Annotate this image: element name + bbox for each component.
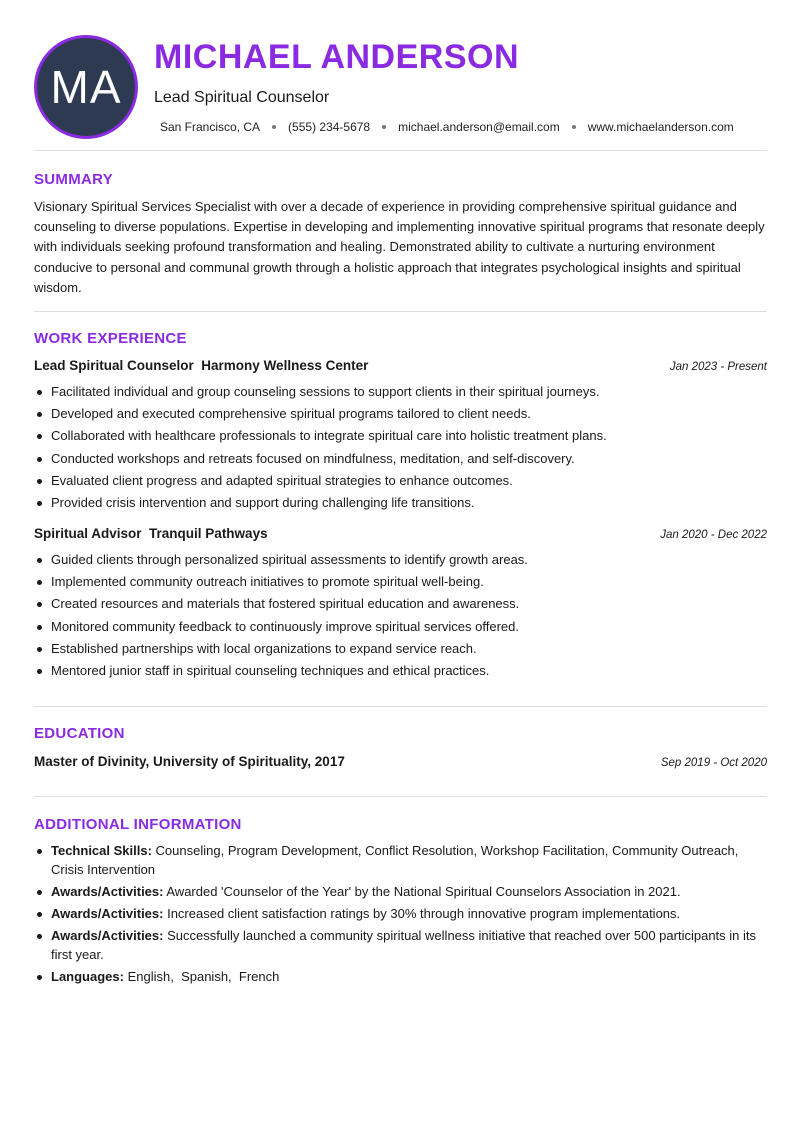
info-label: Languages: <box>51 969 124 985</box>
list-item <box>34 883 769 902</box>
list-item: Guided clients through personalized spiritual assessments to identify growth areas. <box>34 551 769 569</box>
divider <box>34 796 767 797</box>
job-title-company <box>34 358 368 373</box>
job-company: Harmony Wellness Center <box>201 358 369 373</box>
list-item <box>34 927 769 964</box>
list-item <box>34 842 769 879</box>
list-item: Developed and executed comprehensive spiritual programs tailored to client needs. <box>34 405 769 423</box>
contact-location: San Francisco, CA <box>160 120 261 134</box>
info-label: Technical Skills: <box>51 843 152 858</box>
candidate-title: Lead Spiritual Counselor <box>154 89 330 106</box>
job-header <box>34 358 767 373</box>
education-entry <box>34 754 767 769</box>
job-bullets <box>34 551 769 684</box>
avatar-initials: MA <box>50 61 122 113</box>
list-item: Created resources and materials that fostered spiritual education and awareness. <box>34 595 769 613</box>
list-item: Facilitated individual and group counseling sessions to support clients in their spiritual journeys. <box>34 383 769 401</box>
info-text: Increased client satisfaction ratings by 30% through innovative program implementations. <box>167 905 681 921</box>
job-title-company <box>34 526 268 541</box>
contact-bar <box>160 120 734 134</box>
additional-heading: ADDITIONAL INFORMATION <box>34 816 242 833</box>
list-item: Evaluated client progress and adapted spiritual strategies to enhance outcomes. <box>34 472 769 490</box>
job-dates: Jan 2023 - Present <box>669 361 767 373</box>
divider <box>34 311 767 312</box>
info-label: Awards/Activities: <box>51 883 164 899</box>
contact-separator <box>572 125 576 129</box>
avatar <box>34 35 138 139</box>
divider <box>34 150 767 151</box>
list-item: Conducted workshops and retreats focused on mindfulness, meditation, and self-discovery. <box>34 450 769 468</box>
list-item <box>34 968 769 987</box>
candidate-name: MICHAEL ANDERSON <box>154 38 520 76</box>
job-title: Lead Spiritual Counselor <box>34 358 194 373</box>
job-company: Tranquil Pathways <box>149 526 268 541</box>
list-item: Implemented community outreach initiatives to promote spiritual well-being. <box>34 573 769 591</box>
list-item: Established partnerships with local organizations to expand service reach. <box>34 640 769 658</box>
info-text: Successfully launched a community spiritual wellness initiative that reached over 500 participants in its first year. <box>51 928 756 962</box>
contact-separator <box>272 125 276 129</box>
contact-website: www.michaelanderson.com <box>587 120 734 134</box>
list-item: Mentored junior staff in spiritual counseling techniques and ethical practices. <box>34 662 769 680</box>
job-header <box>34 526 767 541</box>
contact-phone: (555) 234-5678 <box>288 120 371 134</box>
list-item: Monitored community feedback to continuously improve spiritual services offered. <box>34 618 769 636</box>
experience-heading: WORK EXPERIENCE <box>34 330 187 347</box>
additional-list <box>34 842 769 990</box>
contact-email: michael.anderson@email.com <box>398 120 560 134</box>
job-title: Spiritual Advisor <box>34 526 142 541</box>
info-label: Awards/Activities: <box>51 905 164 921</box>
summary-heading: SUMMARY <box>34 171 114 188</box>
list-item: Collaborated with healthcare professionals to integrate spiritual care into holistic treatment plans. <box>34 427 769 445</box>
info-text: Awarded 'Counselor of the Year' by the National Spiritual Counselors Association in 2021. <box>166 883 681 899</box>
job-bullets <box>34 383 769 516</box>
summary-text: Visionary Spiritual Services Specialist with over a decade of experience in providing comprehensive spiritual guidance and counseling to diverse populations. Expertise in developing and implementing innovative spiritual programs that resonate deeply with individuals seeking profound transformation and healing. Demonstrated ability to cultivate a nurturing environment conducive to personal and communal growth through a holistic approach that integrates psychological insights and spiritual wisdom. <box>34 199 765 295</box>
info-text: English, Spanish, French <box>127 969 280 985</box>
education-dates: Sep 2019 - Oct 2020 <box>660 757 767 769</box>
education-heading: EDUCATION <box>34 725 125 742</box>
list-item: Provided crisis intervention and support during challenging life transitions. <box>34 494 769 512</box>
info-label: Awards/Activities: <box>51 928 164 944</box>
divider <box>34 706 767 707</box>
list-item <box>34 905 769 924</box>
education-degree: Master of Divinity, University of Spirituality, 2017 <box>34 754 345 769</box>
contact-separator <box>382 125 386 129</box>
job-dates: Jan 2020 - Dec 2022 <box>660 529 767 541</box>
info-text: Counseling, Program Development, Conflict Resolution, Workshop Facilitation, Community Outreach, Crisis Intervention <box>51 843 739 877</box>
